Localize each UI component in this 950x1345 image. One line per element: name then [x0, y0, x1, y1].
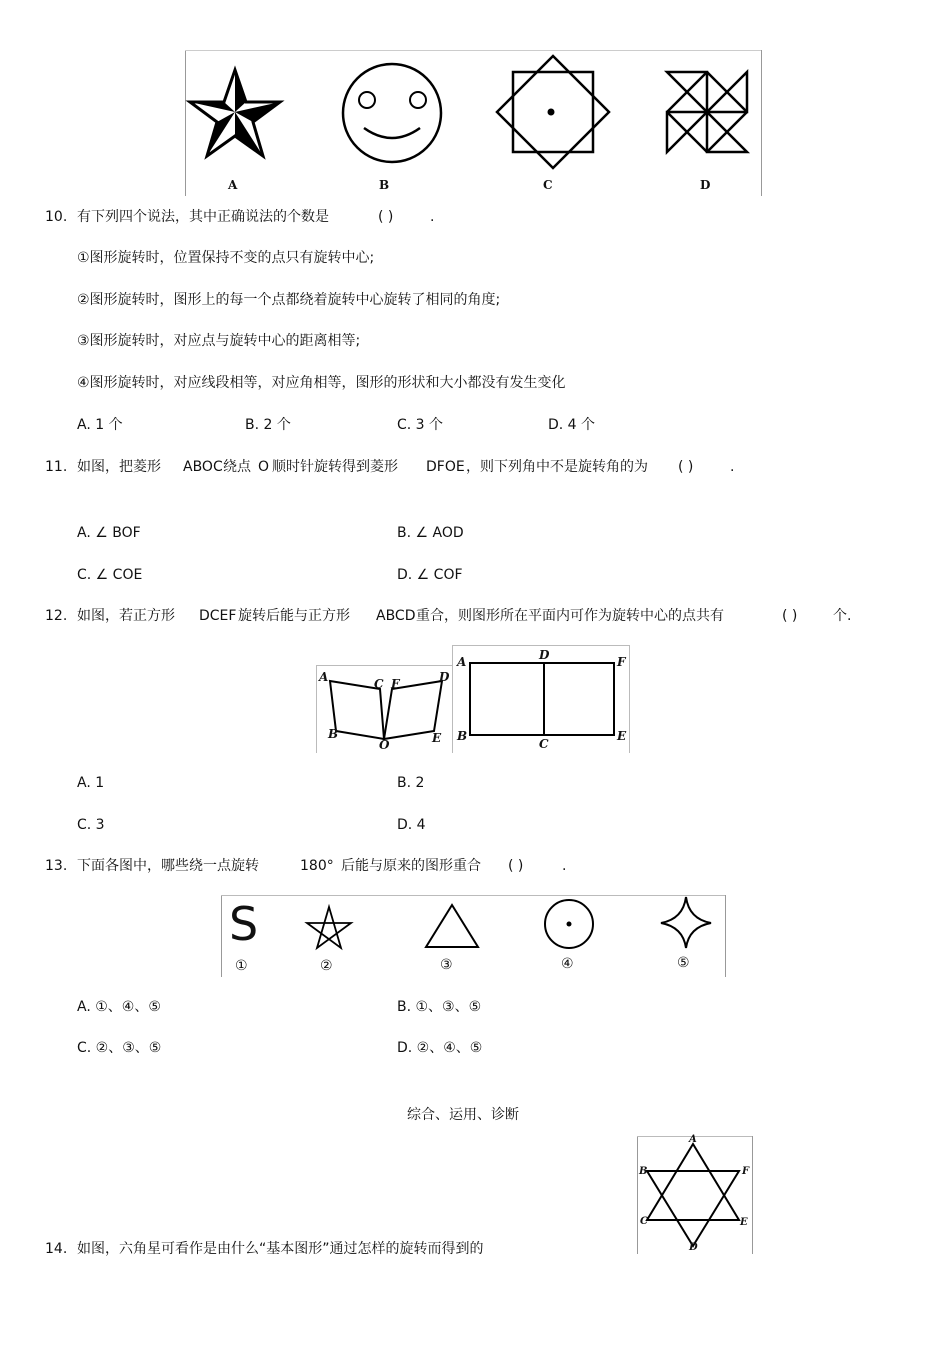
q12-right-label-f: F [617, 655, 626, 669]
q9-label-c: C [543, 178, 553, 192]
q9-label-b: B [379, 178, 390, 192]
pinwheel-figure [667, 72, 747, 152]
q12-option-a: A. 1 [77, 775, 105, 791]
q12-right-label-d: D [539, 648, 550, 662]
q9-figure-strip [185, 50, 762, 196]
q10-statement-2: ②图形旋转时，图形上的每一个点都绕着旋转中心旋转了相同的角度; [77, 292, 501, 308]
q10-stem: 有下列四个说法，其中正确说法的个数是 [77, 209, 329, 225]
q11-end: . [730, 459, 735, 475]
q14-label-a: A [689, 1134, 697, 1145]
triangle-figure [426, 905, 478, 947]
q11-stem-part-3: 顺时针旋转得到菱形 [272, 459, 398, 475]
q14-label-e: E [740, 1217, 748, 1228]
section-title: 综合、运用、诊断 [407, 1107, 519, 1123]
q11-option-c: C. ∠ COE [77, 567, 143, 583]
q13-label-3: ③ [440, 957, 453, 973]
q14-hexagram-svg [637, 1136, 753, 1254]
q12-left-label-d: D [439, 670, 450, 684]
q13-option-a: A. ①、④、⑤ [77, 999, 161, 1015]
q14-number: 14. [45, 1241, 68, 1257]
q12-left-label-e: E [432, 731, 442, 745]
q12-square-dcef: DCEF [199, 608, 237, 624]
q12-left-label-c: C [374, 677, 384, 691]
q10-option-d: D. 4 个 [548, 417, 596, 433]
s-curve-figure: S [229, 897, 259, 951]
q9-label-a: A [228, 178, 238, 192]
q11-rhombus-dfoe: DFOE [426, 459, 465, 475]
q12-option-b: B. 2 [397, 775, 425, 791]
q10-answer-paren: ( ) [378, 209, 394, 225]
q13-label-4: ④ [561, 956, 574, 972]
pentagram-figure [307, 907, 351, 948]
q12-option-d: D. 4 [397, 817, 426, 833]
q14-label-f: F [742, 1166, 750, 1177]
q12-right-label-a: A [457, 655, 467, 669]
q11-stem-part-2: 绕点 [223, 459, 251, 475]
q10-option-c: C. 3 个 [397, 417, 444, 433]
circle-dot-figure [545, 900, 593, 948]
q11-answer-paren: ( ) [678, 459, 694, 475]
q12-square-abcd: ABCD [376, 608, 416, 624]
q14-label-c: C [640, 1216, 648, 1227]
q9-figure-svg [185, 50, 762, 196]
q13-number: 13. [45, 858, 68, 874]
q13-option-b: B. ①、③、⑤ [397, 999, 482, 1015]
overlapping-squares-figure [497, 56, 609, 168]
q13-stem-part-1: 下面各图中，哪些绕一点旋转 [77, 858, 259, 874]
smiley-face-figure [343, 64, 441, 162]
four-point-star-figure [661, 897, 711, 948]
q12-figure-rhombi [316, 665, 452, 753]
q10-statement-4: ④图形旋转时，对应线段相等，对应角相等，图形的形状和大小都没有发生变化 [77, 375, 566, 391]
q14-stem: 如图，六角星可看作是由什么“基本图形”通过怎样的旋转而得到的 [77, 1241, 484, 1257]
q13-angle-180: 180° [300, 858, 334, 874]
q11-option-b: B. ∠ AOD [397, 525, 464, 541]
q12-end: 个. [833, 608, 852, 624]
q12-right-label-e: E [617, 729, 627, 743]
q13-figure-svg [221, 895, 726, 977]
q13-end: . [562, 858, 567, 874]
q11-stem-part-1: 如图，把菱形 [77, 459, 161, 475]
q12-left-label-a: A [319, 670, 329, 684]
q12-stem-part-1: 如图，若正方形 [77, 608, 175, 624]
q13-stem-part-2: 后能与原来的图形重合 [341, 858, 481, 874]
q12-left-label-f: F [391, 677, 400, 691]
q10-statement-3: ③图形旋转时，对应点与旋转中心的距离相等; [77, 333, 361, 349]
q12-figure-squares [452, 645, 630, 753]
q11-option-a: A. ∠ BOF [77, 525, 141, 541]
q13-option-c: C. ②、③、⑤ [77, 1040, 162, 1056]
q11-stem-part-4: ，则下列角中不是旋转角的为 [466, 459, 648, 475]
star-figure [190, 70, 280, 156]
q11-rhombus-abco: ABOC [183, 459, 223, 475]
q12-right-label-c: C [539, 737, 549, 751]
q13-answer-paren: ( ) [508, 858, 524, 874]
q12-left-label-o: O [379, 738, 390, 752]
q14-figure-hexagram [637, 1136, 753, 1254]
q10-number: 10. [45, 209, 68, 225]
q11-point-o: O [258, 459, 270, 475]
q13-label-5: ⑤ [677, 955, 690, 971]
q13-option-d: D. ②、④、⑤ [397, 1040, 483, 1056]
q12-number: 12. [45, 608, 68, 624]
q10-statement-1: ①图形旋转时，位置保持不变的点只有旋转中心; [77, 250, 375, 266]
q14-label-d: D [689, 1242, 698, 1253]
q10-end: . [430, 209, 435, 225]
q9-label-d: D [700, 178, 711, 192]
q13-figure-strip [221, 895, 726, 977]
q10-option-b: B. 2 个 [245, 417, 291, 433]
q13-label-2: ② [320, 958, 333, 974]
q11-number: 11. [45, 459, 68, 475]
q12-stem-part-3: 重合，则图形所在平面内可作为旋转中心的点共有 [416, 608, 724, 624]
q12-left-label-b: B [328, 727, 339, 741]
q13-label-1: ① [235, 958, 248, 974]
q12-stem-part-2: 旋转后能与正方形 [238, 608, 350, 624]
q11-option-d: D. ∠ COF [397, 567, 463, 583]
q12-answer-paren: ( ) [782, 608, 798, 624]
q12-right-label-b: B [457, 729, 468, 743]
q12-option-c: C. 3 [77, 817, 105, 833]
q10-option-a: A. 1 个 [77, 417, 123, 433]
q14-label-b: B [639, 1166, 648, 1177]
